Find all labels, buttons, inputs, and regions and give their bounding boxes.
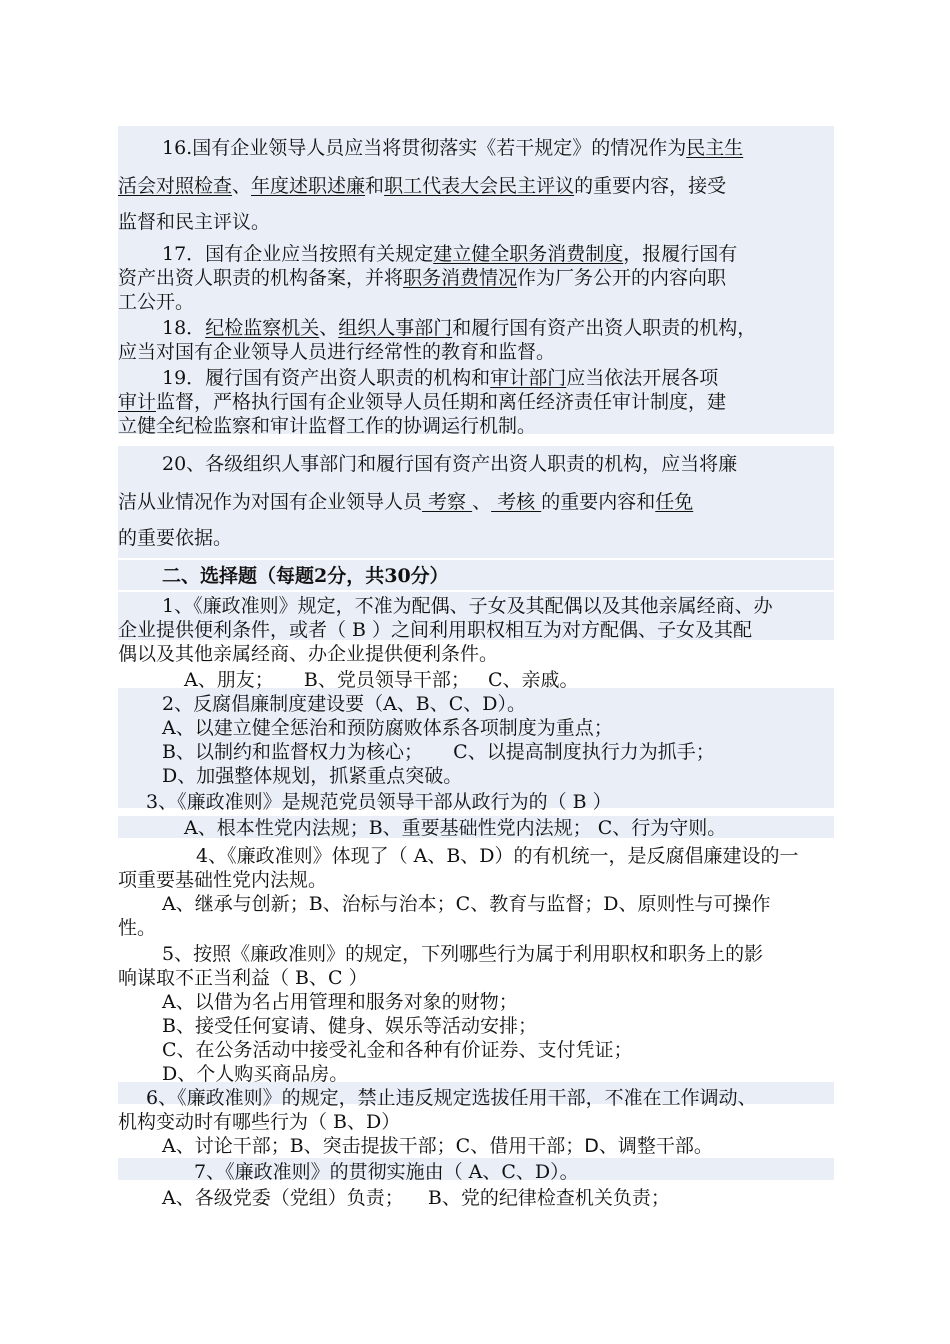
c1-line-1: 1、《廉政准则》规定，不准为配偶、子女及其配偶以及其他亲属经商、办 [162,595,773,617]
q20-line-3: 的重要依据。 [118,527,233,549]
q17-line-1: 17．国有企业应当按照有关规定建立健全职务消费制度，报履行国有 [162,243,738,265]
q20-line-1: 20、各级组织人事部门和履行国有资产出资人职责的机构，应当将廉 [162,453,738,475]
c6-line-1: 6、《廉政准则》的规定，禁止违反规定选拔任用干部，不准在工作调动、 [146,1087,757,1109]
c7-options: A、各级党委（党组）负责； B、党的纪律检查机关负责； [162,1187,670,1209]
c5-line-2: 响谋取不正当利益（ B、C ） [118,967,368,989]
c5-line-1: 5、按照《廉政准则》的规定，下列哪些行为属于利用职权和职务上的影 [162,943,764,965]
c5-option-c: C、在公务活动中接受礼金和各种有价证券、支付凭证； [162,1039,633,1061]
c1-line-2: 企业提供便利条件，或者（ B ）之间利用职权相互为对方配偶、子女及其配 [118,619,753,641]
c4-line-1: 4、《廉政准则》体现了（ A、B、D）的有机统一，是反腐倡廉建设的一 [196,845,799,867]
c7-line-1: 7、《廉政准则》的贯彻实施由（ A、C、D）。 [194,1161,579,1183]
q17-line-3: 工公开。 [118,291,195,313]
c1-options: A、朋友； B、党员领导干部； C、亲戚。 [184,669,579,691]
c3-options: A、根本性党内法规；B、重要基础性党内法规； C、行为守则。 [184,817,727,839]
q18-line-2: 应当对国有企业领导人员进行经常性的教育和监督。 [118,341,556,363]
c1-line-3: 偶以及其他亲属经商、办企业提供便利条件。 [118,643,499,665]
q19-line-3: 立健全纪检监察和审计监督工作的协调运行机制。 [118,415,537,437]
c4-options: A、继承与创新；B、治标与治本；C、教育与监督；D、原则性与可操作 [162,893,771,915]
q19-line-1: 19．履行国有资产出资人职责的机构和审计部门应当依法开展各项 [162,367,719,389]
c2-option-d: D、加强整体规划，抓紧重点突破。 [162,765,463,787]
c4-options-cont: 性。 [118,917,157,939]
q19-line-2: 审计监督，严格执行国有企业领导人员任期和离任经济责任审计制度，建 [118,391,727,413]
c6-line-2: 机构变动时有哪些行为（ B、D） [118,1111,401,1133]
q18-line-1: 18．纪检监察机关、组织人事部门和履行国有资产出资人职责的机构， [162,317,757,339]
section-2-heading: 二、选择题（每题2分，共30分） [162,565,449,587]
c2-line-1: 2、反腐倡廉制度建设要（A、B、C、D）。 [162,693,527,715]
c5-option-b: B、接受任何宴请、健身、娱乐等活动安排； [162,1015,537,1037]
c3-line-1: 3、《廉政准则》是规范党员领导干部从政行为的（ B ） [146,791,612,813]
q16-line-2: 活会对照检查、年度述职述廉和职工代表大会民主评议的重要内容，接受 [118,175,727,197]
q20-line-2: 洁从业情况作为对国有企业领导人员 考察 、 考核 的重要内容和任免 [118,491,694,513]
c5-option-a: A、以借为名占用管理和服务对象的财物； [162,991,518,1013]
c2-option-bc: B、以制约和监督权力为核心； C、以提高制度执行力为抓手； [162,741,715,763]
q16-line-1: 16.国有企业领导人员应当将贯彻落实《若干规定》的情况作为民主生 [162,137,744,159]
c2-option-a: A、以建立健全惩治和预防腐败体系各项制度为重点； [162,717,613,739]
c4-line-2: 项重要基础性党内法规。 [118,869,328,891]
c5-option-d: D、个人购买商品房。 [162,1063,349,1085]
q17-line-2: 资产出资人职责的机构备案，并将职务消费情况作为厂务公开的内容向职 [118,267,727,289]
c6-options: A、讨论干部；B、突击提拔干部；C、借用干部；D、调整干部。 [162,1135,713,1157]
q16-line-3: 监督和民主评议。 [118,211,271,233]
